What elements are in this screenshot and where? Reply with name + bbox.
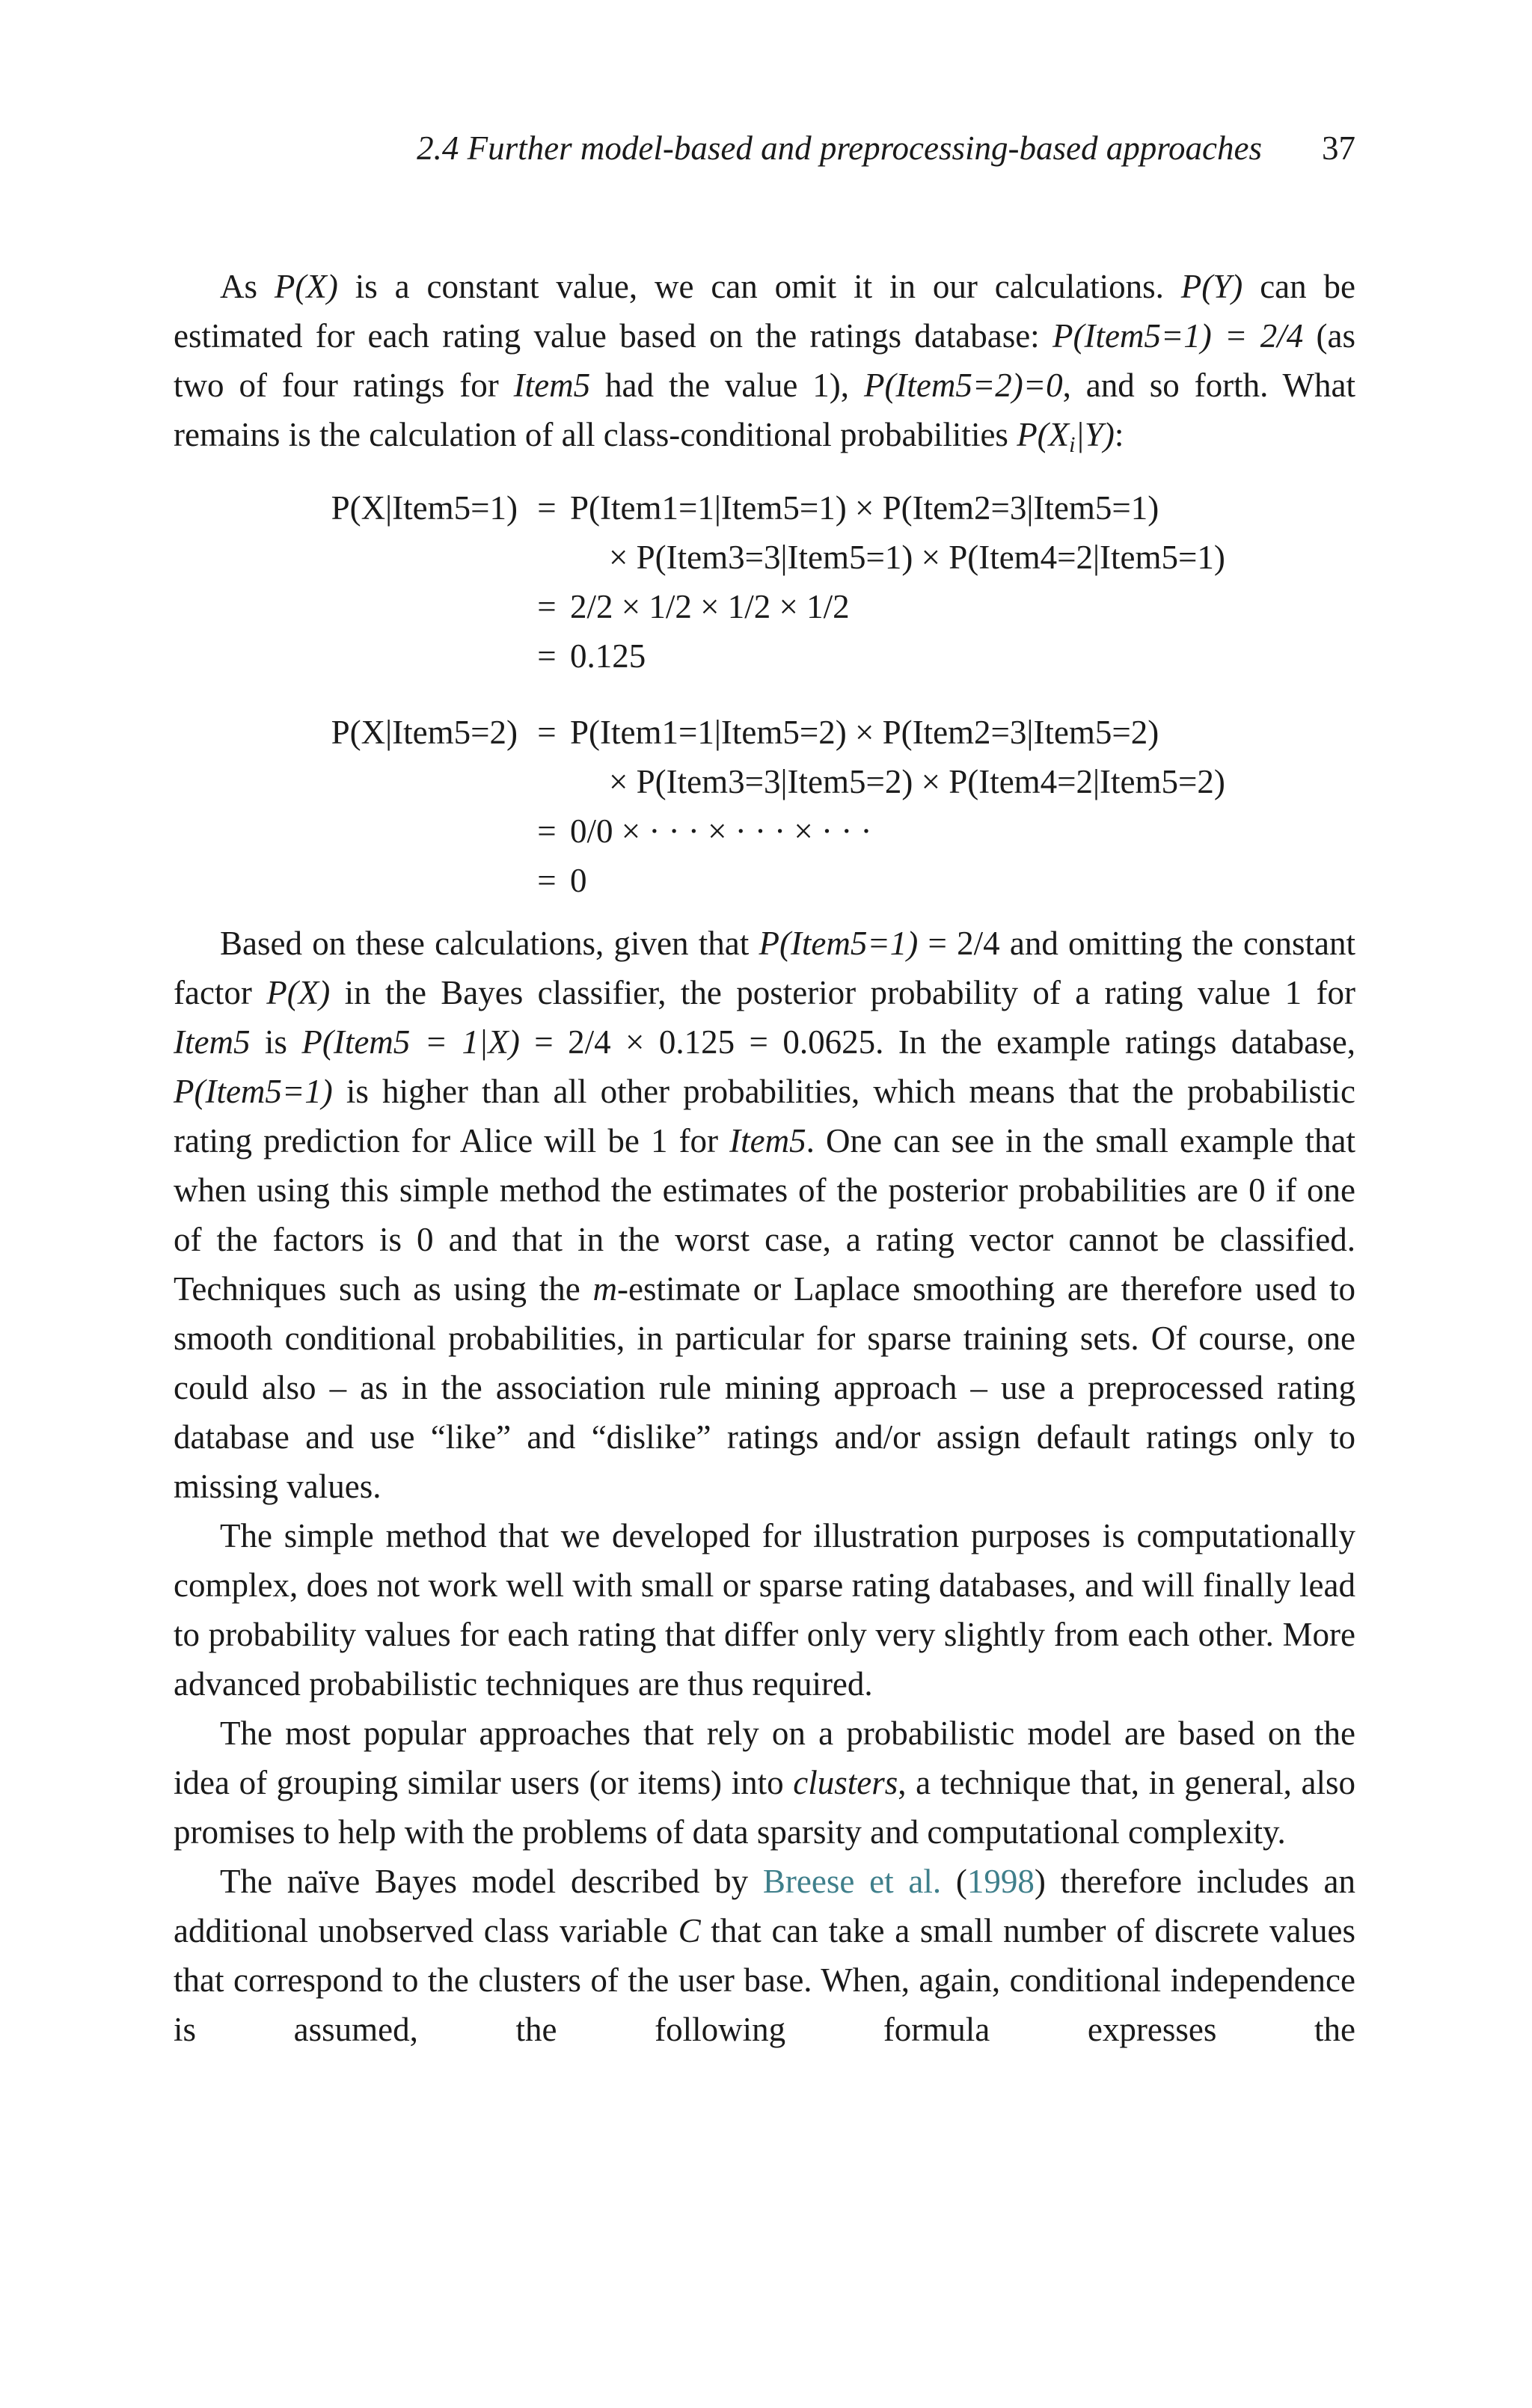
text-span: (: [941, 1863, 967, 1900]
text-span: -estimate or Laplace smoothing are therefore used to smooth conditional probabilities, in particular for sparse training sets. Of course, one could also – as in the association rule mining approach – use a preprocessed rating database and use “like” and “dislike” ratings and/or assign default ratings only to missing values.: [174, 1270, 1355, 1505]
running-head: [174, 126, 1355, 171]
equation-rhs: P(Item1=1|Item5=1) × P(Item2=3|Item5=1): [570, 489, 1159, 527]
math-inline: C: [678, 1912, 701, 1949]
page-number: 37: [1322, 129, 1355, 167]
equals-sign: =: [537, 489, 557, 527]
equation-row: [174, 856, 1355, 905]
equation-row: [174, 708, 1355, 757]
text-span: , a technique that, in general, also promises to help with the problems of data sparsity and computational complexity.: [174, 1764, 1356, 1851]
text-span: The naïve Bayes model described by: [220, 1863, 763, 1900]
equation-rhs: 0: [570, 862, 587, 899]
text-span: ) therefore includes an additional unobserved class variable: [174, 1863, 1355, 1949]
citation-year-link[interactable]: 1998: [966, 1863, 1035, 1900]
equation-row: [174, 582, 1355, 631]
equation-gap: [174, 681, 1355, 708]
equation-row: [174, 483, 1355, 533]
math-inline: P(X: [1017, 416, 1070, 453]
paragraph-2: [174, 919, 1355, 1511]
text-span: The simple method that we developed for illustration purposes is computationally complex, does not work well with small or sparse rating databases, and will finally lead to probability values for each rating that differ only very slightly from each other. More advanced probabilistic techniques are thus required.: [174, 1517, 1355, 1703]
text-span: had the value 1),: [590, 367, 864, 404]
equation-lhs: P(X|Item5=1): [331, 489, 518, 527]
text-span: that can take a small number of discrete values that correspond to the clusters of the user base. When, again, conditional independence is assumed, the following formula expresses the: [174, 1912, 1355, 2048]
running-head-title: 2.4 Further model-based and preprocessing-based approaches: [417, 129, 1262, 167]
equation-rhs: × P(Item3=3|Item5=2) × P(Item4=2|Item5=2): [609, 763, 1225, 800]
text-span: can be estimated for each rating value based on the ratings database:: [174, 268, 1355, 355]
italic-term: Item5: [174, 1023, 251, 1061]
paragraph-5: [174, 1857, 1355, 2054]
text-span: Based on these calculations, given that: [220, 925, 759, 962]
italic-term: Item5: [729, 1122, 806, 1159]
equation-rhs: 2/2 × 1/2 × 1/2 × 1/2: [570, 588, 850, 625]
text-span: . One can see in the small example that when using this simple method the estimates of the posterior probabilities are 0 if one of the factors is 0 and that in the worst case, a rating vector cannot be classified. Techniques such as using the: [174, 1122, 1355, 1308]
equals-sign: =: [537, 714, 557, 751]
text-span: in the Bayes classifier, the posterior probability of a rating value 1 for: [330, 974, 1355, 1011]
equation-lhs: P(X|Item5=2): [331, 714, 518, 751]
math-inline: P(Y): [1180, 268, 1243, 305]
italic-term: P(Item5=1): [759, 925, 919, 962]
paragraph-1: [174, 262, 1355, 470]
text-span: As: [220, 268, 275, 305]
equation-row: [174, 533, 1355, 582]
math-inline: P(X): [266, 974, 331, 1011]
equals-sign: =: [537, 862, 557, 899]
math-inline: P(Item5 = 1|X): [301, 1023, 520, 1061]
equals-sign: =: [537, 637, 557, 675]
equation-rhs: P(Item1=1|Item5=2) × P(Item2=3|Item5=2): [570, 714, 1159, 751]
italic-term: P(Item5=1): [174, 1073, 333, 1110]
equation-rhs: × P(Item3=3|Item5=1) × P(Item4=2|Item5=1): [609, 539, 1225, 576]
equation-row: [174, 631, 1355, 681]
equation-rhs: 0.125: [570, 637, 646, 675]
equation-block-1: [174, 483, 1355, 905]
math-inline: P(X): [274, 268, 338, 305]
text-span: , and so forth. What remains is the calculation of all class-conditional probabilities: [174, 367, 1355, 453]
italic-term: Item5: [513, 367, 591, 404]
italic-term: P(Item5=1) = 2/4: [1052, 317, 1304, 355]
body-text: [174, 262, 1355, 2054]
math-inline: |Y): [1075, 416, 1115, 453]
math-subscript: i: [1069, 432, 1076, 457]
text-span: = 2/4 and omitting the constant factor: [174, 925, 1355, 1011]
italic-term: P(Item5=2)=0: [863, 367, 1063, 404]
citation-link[interactable]: Breese et al.: [762, 1863, 942, 1900]
italic-term: m: [592, 1270, 618, 1308]
equation-row: [174, 757, 1355, 806]
paragraph-3: [174, 1511, 1355, 1709]
text-span: The most popular approaches that rely on a probabilistic model are based on the idea of grouping similar users (or items) into: [174, 1715, 1355, 1801]
paragraph-4: [174, 1709, 1355, 1857]
equals-sign: =: [537, 812, 557, 850]
text-span: is higher than all other probabilities, which means that the probabilistic rating prediction for Alice will be 1 for: [174, 1073, 1355, 1159]
text-span: is: [250, 1023, 302, 1061]
text-span: (as two of four ratings for: [174, 317, 1355, 404]
text-span: is a constant value, we can omit it in our calculations.: [337, 268, 1181, 305]
equals-sign: =: [537, 588, 557, 625]
equation-rhs: 0/0 × · · · × · · · × · · ·: [570, 812, 872, 850]
equation-row: [174, 806, 1355, 856]
italic-term: clusters: [793, 1764, 898, 1801]
text-span: = 2/4 × 0.125 = 0.0625. In the example ratings database,: [519, 1023, 1356, 1061]
text-span: :: [1114, 416, 1124, 453]
